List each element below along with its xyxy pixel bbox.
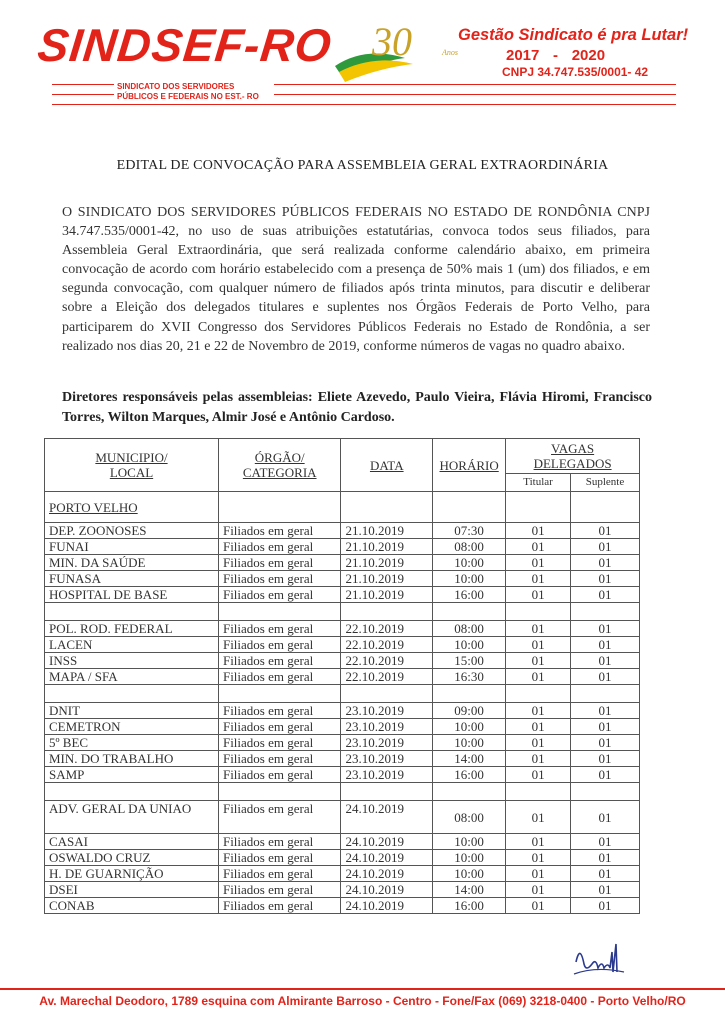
cell-local: CONAB [45,898,219,914]
cell-categoria: Filiados em geral [218,621,341,637]
header-vagas-line2: DELEGADOS [533,456,612,471]
cell-categoria: Filiados em geral [218,703,341,719]
table-cell [218,685,341,703]
cell-titular: 01 [506,621,571,637]
table-row [45,767,640,783]
cell-titular: 01 [506,637,571,653]
cell-local: SAMP [45,767,219,783]
spacer-row [45,603,640,621]
cell-titular: 01 [506,719,571,735]
spacer-row [45,685,640,703]
years-start: 2017 [506,47,540,64]
cell-data: 24.10.2019 [341,834,433,850]
cell-horario: 14:00 [433,882,506,898]
cell-horario: 10:00 [433,866,506,882]
cell-horario: 10:00 [433,637,506,653]
cell-suplente: 01 [571,898,640,914]
cell-suplente: 01 [571,735,640,751]
anniversary-number: 30 [372,19,412,64]
cell-local: ADV. GERAL DA UNIAO [45,801,219,834]
table-row [45,587,640,603]
city-row [45,492,640,523]
cell-horario: 10:00 [433,850,506,866]
cell-horario: 07:30 [433,523,506,539]
cell-data: 23.10.2019 [341,751,433,767]
table-cell [506,603,571,621]
cell-categoria: Filiados em geral [218,735,341,751]
cell-data: 22.10.2019 [341,621,433,637]
union-name [117,82,259,102]
table-row [45,866,640,882]
years-dash: - [553,47,559,64]
cell-categoria: Filiados em geral [218,834,341,850]
cell-suplente: 01 [571,801,640,834]
cell-local: CEMETRON [45,719,219,735]
cell-horario: 10:00 [433,719,506,735]
table-cell [433,492,506,523]
cell-data: 24.10.2019 [341,850,433,866]
city-label: PORTO VELHO [45,492,219,523]
cell-horario: 08:00 [433,801,506,834]
table-row [45,637,640,653]
table-row [45,751,640,767]
cell-data: 23.10.2019 [341,735,433,751]
cell-categoria: Filiados em geral [218,866,341,882]
cell-data: 22.10.2019 [341,669,433,685]
cell-local: HOSPITAL DE BASE [45,587,219,603]
cell-categoria: Filiados em geral [218,669,341,685]
cell-local: LACEN [45,637,219,653]
table-row [45,898,640,914]
table-row [45,850,640,866]
cell-titular: 01 [506,834,571,850]
cell-titular: 01 [506,882,571,898]
cell-categoria: Filiados em geral [218,523,341,539]
cell-titular: 01 [506,850,571,866]
cell-categoria: Filiados em geral [218,571,341,587]
cell-suplente: 01 [571,669,640,685]
table-cell [571,603,640,621]
cell-horario: 10:00 [433,571,506,587]
cell-local: MIN. DO TRABALHO [45,751,219,767]
column-header-vagas [506,439,640,474]
header-orgao-line1: ÓRGÃO/ [254,450,305,465]
table-cell [218,492,341,523]
table-cell [571,685,640,703]
cell-data: 23.10.2019 [341,767,433,783]
cell-horario: 10:00 [433,735,506,751]
table-row [45,703,640,719]
table-cell [433,783,506,801]
cell-suplente: 01 [571,850,640,866]
convocation-paragraph: O SINDICATO DOS SERVIDORES PÚBLICOS FEDERAIS NO ESTADO DE RONDÔNIA CNPJ 34.747.535/0001-42, no uso de suas atribuições estatutárias, convoca todos seus filiados, para Assembleia Geral Extraordinária, que será realizada conforme calendário abaixo, em primeira convocação de acordo com horário estabelecido com a presença de 50% mais 1 (um) dos filiados, e em segunda convocação, com qualquer número de filiados após trinta minutos, para discutir e deliberar sobre a Eleição dos delegados titulares e suplentes nos Órgãos Federais de Porto Velho, para participarem do XVII Congresso dos Servidores Públicos Federais no Estado de Rondônia, a ser realizado nos dias 20, 21 e 22 de Novembro de 2019, conforme números de vagas no quadro abaixo. [62,205,650,354]
management-years [506,47,605,64]
cell-local: DNIT [45,703,219,719]
table-header-row [45,439,640,474]
table-cell [341,492,433,523]
cell-suplente: 01 [571,866,640,882]
cell-data: 23.10.2019 [341,719,433,735]
cell-titular: 01 [506,703,571,719]
table-row [45,882,640,898]
table-row [45,801,640,834]
cell-local: MIN. DA SAÚDE [45,555,219,571]
signature-graphic [572,938,632,980]
cell-suplente: 01 [571,555,640,571]
header-vagas-line1: VAGAS [551,441,595,456]
table-row [45,653,640,669]
header-rule [274,94,676,95]
cell-titular: 01 [506,571,571,587]
cell-local: DSEI [45,882,219,898]
cell-categoria: Filiados em geral [218,898,341,914]
table-cell [433,603,506,621]
cell-categoria: Filiados em geral [218,539,341,555]
cell-data: 22.10.2019 [341,637,433,653]
document-title: EDITAL DE CONVOCAÇÃO PARA ASSEMBLEIA GERAL EXTRAORDINÁRIA [116,158,609,173]
header-rule [274,84,676,85]
table-cell [218,783,341,801]
cell-suplente: 01 [571,587,640,603]
cell-data: 24.10.2019 [341,882,433,898]
cell-titular: 01 [506,767,571,783]
column-header-municipio [45,439,219,492]
cell-suplente: 01 [571,882,640,898]
cell-horario: 15:00 [433,653,506,669]
cell-local: OSWALDO CRUZ [45,850,219,866]
cell-titular: 01 [506,751,571,767]
cell-data: 21.10.2019 [341,555,433,571]
cell-data: 24.10.2019 [341,801,433,834]
cell-suplente: 01 [571,637,640,653]
cell-titular: 01 [506,898,571,914]
header-rule [52,94,114,95]
header-rule [52,104,676,105]
cell-categoria: Filiados em geral [218,555,341,571]
anniversary-word: Anos [442,48,458,57]
union-logo: SINDSEF-RO [35,19,335,71]
cell-local: CASAI [45,834,219,850]
union-name-line2: PÚBLICOS E FEDERAIS NO EST.- RO [117,92,259,101]
cell-titular: 01 [506,866,571,882]
table-cell [506,685,571,703]
cell-local: FUNAI [45,539,219,555]
cell-titular: 01 [506,523,571,539]
cell-local: DEP. ZOONOSES [45,523,219,539]
table-cell [506,492,571,523]
cell-titular: 01 [506,539,571,555]
table-body [45,492,640,914]
table-row [45,555,640,571]
cell-categoria: Filiados em geral [218,882,341,898]
table-cell [45,685,219,703]
table-row [45,834,640,850]
cell-horario: 08:00 [433,621,506,637]
column-header-data: DATA [341,439,433,492]
table-row [45,571,640,587]
cell-titular: 01 [506,587,571,603]
years-end: 2020 [571,47,606,64]
cell-suplente: 01 [571,834,640,850]
cell-data: 24.10.2019 [341,866,433,882]
header-orgao-line2: CATEGORIA [242,465,317,480]
cell-categoria: Filiados em geral [218,653,341,669]
cell-horario: 10:00 [433,555,506,571]
cell-suplente: 01 [571,719,640,735]
cell-suplente: 01 [571,621,640,637]
cell-local: POL. ROD. FEDERAL [45,621,219,637]
footer-address: Av. Marechal Deodoro, 1789 esquina com Almirante Barroso - Centro - Fone/Fax (069) 3218-0400 - Porto Velho/RO [39,994,686,1008]
assembly-schedule-table [44,438,640,914]
table-cell [506,783,571,801]
cell-suplente: 01 [571,751,640,767]
cell-categoria: Filiados em geral [218,850,341,866]
table-row [45,523,640,539]
cell-categoria: Filiados em geral [218,801,341,834]
table-cell [571,492,640,523]
column-header-titular: Titular [506,474,571,492]
cell-data: 23.10.2019 [341,703,433,719]
spacer-row [45,783,640,801]
cell-data: 24.10.2019 [341,898,433,914]
cell-data: 21.10.2019 [341,523,433,539]
cell-suplente: 01 [571,571,640,587]
footer-rule [0,988,725,990]
cell-data: 21.10.2019 [341,571,433,587]
table-cell [433,685,506,703]
table-row [45,719,640,735]
cell-local: H. DE GUARNIÇÃO [45,866,219,882]
cell-suplente: 01 [571,539,640,555]
cell-categoria: Filiados em geral [218,587,341,603]
header-rule [52,84,114,85]
column-header-horario: HORÁRIO [433,439,506,492]
cell-horario: 16:30 [433,669,506,685]
table-cell [45,783,219,801]
cell-horario: 09:00 [433,703,506,719]
header-municipio-line1: MUNICIPIO/ [95,450,168,465]
table-cell [341,685,433,703]
cell-horario: 16:00 [433,898,506,914]
column-header-orgao [218,439,341,492]
cell-data: 21.10.2019 [341,539,433,555]
cell-categoria: Filiados em geral [218,751,341,767]
cell-horario: 08:00 [433,539,506,555]
cell-local: MAPA / SFA [45,669,219,685]
cell-horario: 10:00 [433,834,506,850]
table-cell [45,603,219,621]
responsible-directors: Diretores responsáveis pelas assembleias: Eliete Azevedo, Paulo Vieira, Flávia Hiromi, Francisco Torres, Wilton Marques, Almir José e Antônio Cardoso. [62,390,652,425]
table-row [45,669,640,685]
cell-categoria: Filiados em geral [218,719,341,735]
column-header-suplente: Suplente [571,474,640,492]
cell-titular: 01 [506,735,571,751]
cell-categoria: Filiados em geral [218,637,341,653]
cell-horario: 16:00 [433,587,506,603]
table-row [45,539,640,555]
cell-titular: 01 [506,801,571,834]
cell-suplente: 01 [571,703,640,719]
table-cell [571,783,640,801]
slogan: Gestão Sindicato é pra Lutar! [458,26,689,44]
cell-suplente: 01 [571,523,640,539]
cell-local: 5º BEC [45,735,219,751]
cell-data: 22.10.2019 [341,653,433,669]
cell-titular: 01 [506,669,571,685]
table-cell [218,603,341,621]
table-row [45,621,640,637]
cell-categoria: Filiados em geral [218,767,341,783]
cell-titular: 01 [506,555,571,571]
table-row [45,735,640,751]
cell-horario: 16:00 [433,767,506,783]
union-name-line1: SINDICATO DOS SERVIDORES [117,82,235,91]
table-cell [341,603,433,621]
table-cell [341,783,433,801]
cell-suplente: 01 [571,767,640,783]
cell-horario: 14:00 [433,751,506,767]
cell-titular: 01 [506,653,571,669]
cell-local: INSS [45,653,219,669]
cell-suplente: 01 [571,653,640,669]
cell-local: FUNASA [45,571,219,587]
header-cnpj: CNPJ 34.747.535/0001- 42 [502,65,649,79]
header-municipio-line2: LOCAL [109,465,154,480]
cell-data: 21.10.2019 [341,587,433,603]
